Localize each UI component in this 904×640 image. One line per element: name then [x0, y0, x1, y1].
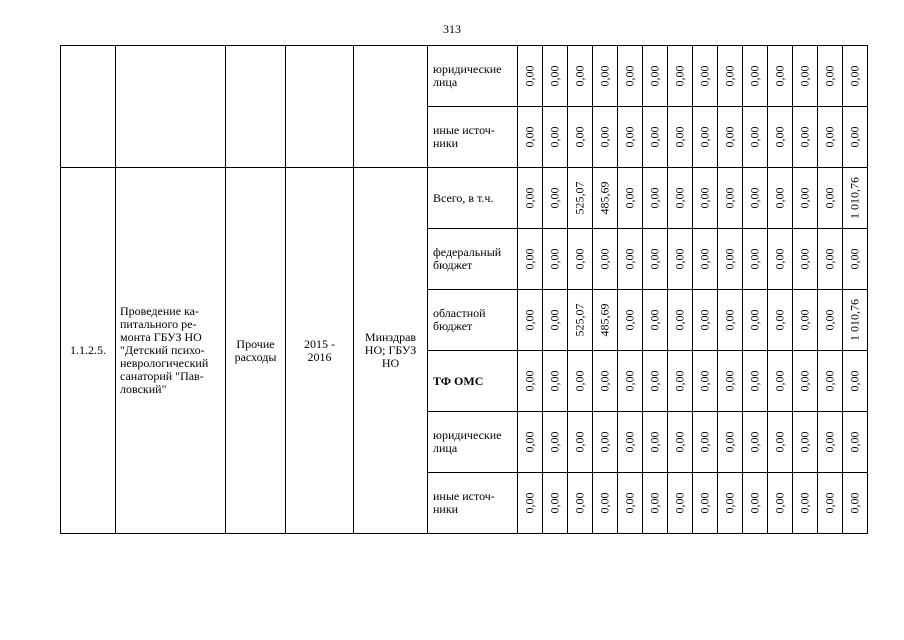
value-text: 0,00 [747, 492, 762, 514]
value-text: 0,00 [697, 309, 712, 331]
prev-name-cell [116, 46, 226, 168]
funding-source-cell: областной бюджет [428, 290, 518, 351]
prev-expense-cell [226, 46, 286, 168]
value-cell [668, 473, 693, 534]
value-cell [843, 168, 868, 229]
value-text: 0,00 [797, 187, 812, 209]
value-text: 0,00 [772, 187, 787, 209]
value-cell [593, 412, 618, 473]
value-cell [668, 168, 693, 229]
value-cell [743, 107, 768, 168]
value-text: 525,07 [572, 303, 587, 337]
value-cell [818, 351, 843, 412]
value-cell [693, 168, 718, 229]
value-cell [568, 107, 593, 168]
value-cell [693, 412, 718, 473]
value-text: 0,00 [822, 492, 837, 514]
value-text: 0,00 [822, 65, 837, 87]
value-text: 0,00 [597, 431, 612, 453]
value-text: 0,00 [822, 370, 837, 392]
value-cell [568, 412, 593, 473]
value-cell [618, 168, 643, 229]
value-cell [593, 351, 618, 412]
value-cell [518, 473, 543, 534]
value-cell [668, 229, 693, 290]
value-cell [768, 46, 793, 107]
value-text: 0,00 [772, 431, 787, 453]
value-cell [718, 46, 743, 107]
value-text: 0,00 [797, 309, 812, 331]
value-text: 0,00 [672, 187, 687, 209]
value-text: 0,00 [697, 492, 712, 514]
value-cell [718, 290, 743, 351]
value-cell [618, 290, 643, 351]
value-text: 0,00 [722, 431, 737, 453]
value-text: 0,00 [547, 65, 562, 87]
value-cell [518, 351, 543, 412]
value-text: 0,00 [597, 248, 612, 270]
value-cell [743, 46, 768, 107]
value-text: 0,00 [847, 248, 862, 270]
value-text: 0,00 [672, 309, 687, 331]
value-text: 0,00 [797, 65, 812, 87]
value-cell [793, 473, 818, 534]
value-text: 0,00 [572, 65, 587, 87]
value-cell [818, 412, 843, 473]
value-cell [593, 290, 618, 351]
value-text: 0,00 [697, 248, 712, 270]
value-text: 0,00 [847, 492, 862, 514]
value-cell [618, 46, 643, 107]
value-text: 0,00 [847, 431, 862, 453]
value-text: 0,00 [697, 370, 712, 392]
value-cell [793, 46, 818, 107]
value-cell [743, 168, 768, 229]
value-text: 0,00 [847, 65, 862, 87]
value-cell [793, 168, 818, 229]
value-text: 0,00 [647, 126, 662, 148]
value-cell [618, 412, 643, 473]
value-text: 0,00 [622, 126, 637, 148]
value-cell [768, 107, 793, 168]
value-cell [668, 46, 693, 107]
value-cell [668, 107, 693, 168]
value-cell [543, 412, 568, 473]
value-cell [743, 473, 768, 534]
value-text: 0,00 [547, 492, 562, 514]
value-text: 0,00 [747, 248, 762, 270]
value-cell [768, 473, 793, 534]
value-cell [618, 351, 643, 412]
value-text: 0,00 [547, 309, 562, 331]
value-text: 0,00 [797, 126, 812, 148]
value-cell [618, 473, 643, 534]
value-text: 0,00 [747, 370, 762, 392]
value-cell [543, 168, 568, 229]
value-cell [643, 107, 668, 168]
value-text: 0,00 [722, 187, 737, 209]
value-cell [768, 290, 793, 351]
value-cell [518, 46, 543, 107]
value-cell [743, 351, 768, 412]
page-number: 313 [443, 22, 461, 36]
value-cell [793, 351, 818, 412]
value-cell [718, 107, 743, 168]
value-cell [543, 473, 568, 534]
value-cell [693, 351, 718, 412]
value-text: 0,00 [647, 248, 662, 270]
value-cell [718, 168, 743, 229]
value-cell [518, 229, 543, 290]
value-text: 0,00 [772, 370, 787, 392]
value-text: 0,00 [722, 248, 737, 270]
value-cell [643, 290, 668, 351]
value-text: 0,00 [647, 65, 662, 87]
value-cell [568, 351, 593, 412]
value-text: 0,00 [647, 492, 662, 514]
value-cell [843, 46, 868, 107]
value-text: 0,00 [697, 65, 712, 87]
value-cell [768, 351, 793, 412]
value-cell [593, 107, 618, 168]
value-cell [518, 168, 543, 229]
value-text: 0,00 [697, 187, 712, 209]
value-cell [818, 473, 843, 534]
value-text: 0,00 [522, 248, 537, 270]
value-text: 0,00 [747, 187, 762, 209]
value-text: 0,00 [672, 492, 687, 514]
value-cell [743, 290, 768, 351]
value-cell [718, 473, 743, 534]
value-text: 0,00 [547, 187, 562, 209]
value-text: 0,00 [847, 370, 862, 392]
value-text: 0,00 [647, 431, 662, 453]
value-text: 0,00 [797, 492, 812, 514]
value-text: 0,00 [797, 248, 812, 270]
value-cell [693, 290, 718, 351]
value-cell [593, 168, 618, 229]
value-cell [643, 46, 668, 107]
funding-source-cell: Всего, в т.ч. [428, 168, 518, 229]
value-text: 1 010,76 [847, 299, 862, 341]
value-cell [718, 412, 743, 473]
value-text: 0,00 [622, 187, 637, 209]
value-text: 0,00 [622, 431, 637, 453]
value-text: 0,00 [847, 126, 862, 148]
value-cell [818, 107, 843, 168]
value-text: 0,00 [772, 126, 787, 148]
value-cell [768, 412, 793, 473]
value-cell [843, 107, 868, 168]
value-cell [743, 412, 768, 473]
value-text: 0,00 [522, 65, 537, 87]
value-text: 0,00 [722, 126, 737, 148]
value-cell [543, 107, 568, 168]
funding-source-cell: юридические лица [428, 46, 518, 107]
value-text: 0,00 [672, 248, 687, 270]
funding-source-cell: федеральный бюджет [428, 229, 518, 290]
value-text: 0,00 [697, 126, 712, 148]
value-text: 0,00 [522, 309, 537, 331]
value-text: 0,00 [522, 126, 537, 148]
value-cell [718, 351, 743, 412]
value-text: 0,00 [672, 370, 687, 392]
expense-type-cell: Прочие расходы [226, 168, 286, 534]
value-cell [768, 229, 793, 290]
value-cell [518, 290, 543, 351]
value-text: 0,00 [622, 492, 637, 514]
funding-source-cell: ТФ ОМС [428, 351, 518, 412]
value-cell [643, 168, 668, 229]
value-text: 0,00 [572, 248, 587, 270]
value-text: 1 010,76 [847, 177, 862, 219]
table-row [61, 168, 868, 229]
value-cell [543, 46, 568, 107]
value-cell [693, 107, 718, 168]
value-cell [768, 168, 793, 229]
prev-code-cell [61, 46, 116, 168]
value-cell [593, 46, 618, 107]
value-cell [718, 229, 743, 290]
value-cell [568, 46, 593, 107]
value-cell [643, 351, 668, 412]
item-code-cell: 1.1.2.5. [61, 168, 116, 534]
value-cell [543, 290, 568, 351]
value-text: 485,69 [597, 303, 612, 337]
value-text: 0,00 [597, 492, 612, 514]
value-text: 0,00 [622, 309, 637, 331]
value-text: 0,00 [772, 248, 787, 270]
value-text: 0,00 [822, 309, 837, 331]
value-cell [793, 107, 818, 168]
value-text: 0,00 [722, 65, 737, 87]
value-text: 0,00 [672, 431, 687, 453]
value-text: 0,00 [772, 492, 787, 514]
value-cell [518, 412, 543, 473]
value-cell [668, 351, 693, 412]
item-name-cell: Проведение ка- питального ре- монта ГБУЗ НО "Детский психо- неврологический санаторий "Пав- ловский" [116, 168, 226, 534]
value-text: 0,00 [597, 65, 612, 87]
value-text: 0,00 [522, 431, 537, 453]
value-text: 0,00 [622, 65, 637, 87]
value-cell [818, 168, 843, 229]
value-text: 0,00 [722, 492, 737, 514]
value-cell [618, 229, 643, 290]
value-cell [693, 229, 718, 290]
value-text: 0,00 [622, 248, 637, 270]
value-text: 0,00 [572, 370, 587, 392]
value-cell [818, 46, 843, 107]
value-cell [668, 412, 693, 473]
value-text: 0,00 [822, 248, 837, 270]
value-text: 0,00 [647, 309, 662, 331]
value-cell [518, 107, 543, 168]
value-cell [643, 412, 668, 473]
value-text: 0,00 [547, 370, 562, 392]
value-text: 0,00 [747, 431, 762, 453]
value-text: 0,00 [522, 187, 537, 209]
value-text: 0,00 [697, 431, 712, 453]
value-cell [618, 107, 643, 168]
value-text: 0,00 [822, 431, 837, 453]
value-text: 0,00 [647, 187, 662, 209]
value-text: 0,00 [522, 370, 537, 392]
value-cell [568, 168, 593, 229]
value-text: 0,00 [822, 187, 837, 209]
prev-executor-cell [354, 46, 428, 168]
value-cell [743, 229, 768, 290]
value-cell [593, 473, 618, 534]
value-cell [818, 290, 843, 351]
value-text: 0,00 [722, 370, 737, 392]
value-cell [843, 290, 868, 351]
value-text: 0,00 [547, 431, 562, 453]
value-cell [843, 473, 868, 534]
period-cell: 2015 - 2016 [286, 168, 354, 534]
value-cell [643, 473, 668, 534]
value-text: 0,00 [597, 126, 612, 148]
value-text: 0,00 [572, 126, 587, 148]
value-text: 0,00 [547, 126, 562, 148]
value-cell [818, 229, 843, 290]
value-text: 525,07 [572, 181, 587, 215]
prev-period-cell [286, 46, 354, 168]
value-text: 0,00 [672, 126, 687, 148]
value-cell [568, 229, 593, 290]
value-text: 0,00 [572, 492, 587, 514]
value-cell [693, 473, 718, 534]
value-text: 0,00 [797, 370, 812, 392]
value-cell [843, 351, 868, 412]
value-cell [568, 290, 593, 351]
value-text: 485,69 [597, 181, 612, 215]
executor-cell: Минздрав НО; ГБУЗ НО [354, 168, 428, 534]
value-text: 0,00 [747, 126, 762, 148]
value-text: 0,00 [547, 248, 562, 270]
value-cell [693, 46, 718, 107]
value-cell [643, 229, 668, 290]
value-text: 0,00 [722, 309, 737, 331]
value-cell [843, 412, 868, 473]
value-text: 0,00 [797, 431, 812, 453]
value-text: 0,00 [572, 431, 587, 453]
funding-source-cell: юридические лица [428, 412, 518, 473]
value-cell [568, 473, 593, 534]
value-text: 0,00 [622, 370, 637, 392]
funding-source-cell: иные источ- ники [428, 473, 518, 534]
value-cell [543, 351, 568, 412]
value-cell [668, 290, 693, 351]
value-text: 0,00 [597, 370, 612, 392]
budget-table [60, 45, 868, 534]
value-text: 0,00 [522, 492, 537, 514]
value-text: 0,00 [747, 65, 762, 87]
value-text: 0,00 [747, 309, 762, 331]
funding-source-cell: иные источ- ники [428, 107, 518, 168]
value-cell [843, 229, 868, 290]
value-cell [543, 229, 568, 290]
value-cell [793, 290, 818, 351]
value-cell [793, 229, 818, 290]
table-row [61, 46, 868, 107]
value-cell [593, 229, 618, 290]
value-text: 0,00 [822, 126, 837, 148]
value-cell [793, 412, 818, 473]
value-text: 0,00 [772, 65, 787, 87]
value-text: 0,00 [647, 370, 662, 392]
value-text: 0,00 [672, 65, 687, 87]
value-text: 0,00 [772, 309, 787, 331]
